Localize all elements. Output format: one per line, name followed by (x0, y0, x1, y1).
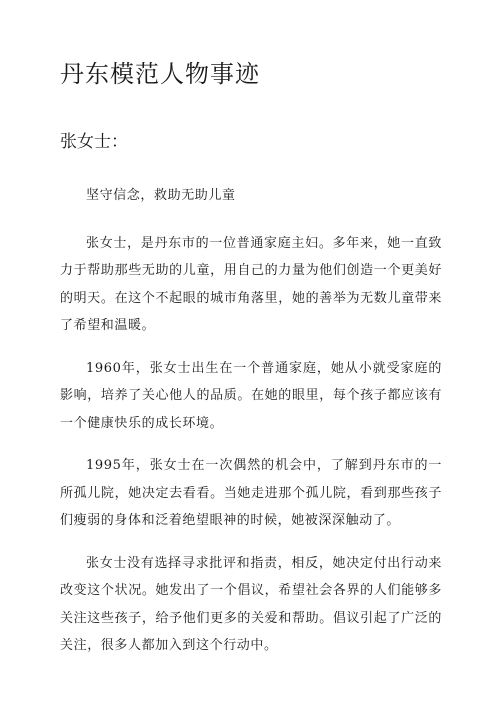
section-heading: 张女士： (60, 132, 128, 152)
paragraph-intro: 张女士，是丹东市的一位普通家庭主妇。多年来，她一直致力于帮助那些无助的儿童，用自己的力量为他们创造一个更美好的明天。在这个不起眼的城市角落里，她的善举为无数儿童带来了希望和温暖。 (60, 235, 442, 333)
document-title: 丹东模范人物事迹 (60, 60, 260, 88)
paragraph-1995: 1995年，张女士在一次偶然的机会中，了解到丹东市的一所孤儿院，她决定去看看。当她走进那个孤儿院，看到那些孩子们瘦弱的身体和泛着绝望眼神的时候，她被深深触动了。 (60, 458, 442, 528)
paragraph-initiative: 张女士没有选择寻求批评和指责，相反，她决定付出行动来改变这个状况。她发出了一个倡议，希望社会各界的人们能够多关注这些孩子，给予他们更多的关爱和帮助。倡议引起了广泛的关注，很多人都加入到这个行动中。 (60, 555, 442, 653)
section-subtitle: 坚守信念，救助无助儿童 (86, 188, 236, 203)
paragraph-1960: 1960年，张女士出生在一个普通家庭，她从小就受家庭的影响，培养了关心他人的品质。在她的眼里，每个孩子都应该有一个健康快乐的成长环境。 (60, 360, 442, 431)
